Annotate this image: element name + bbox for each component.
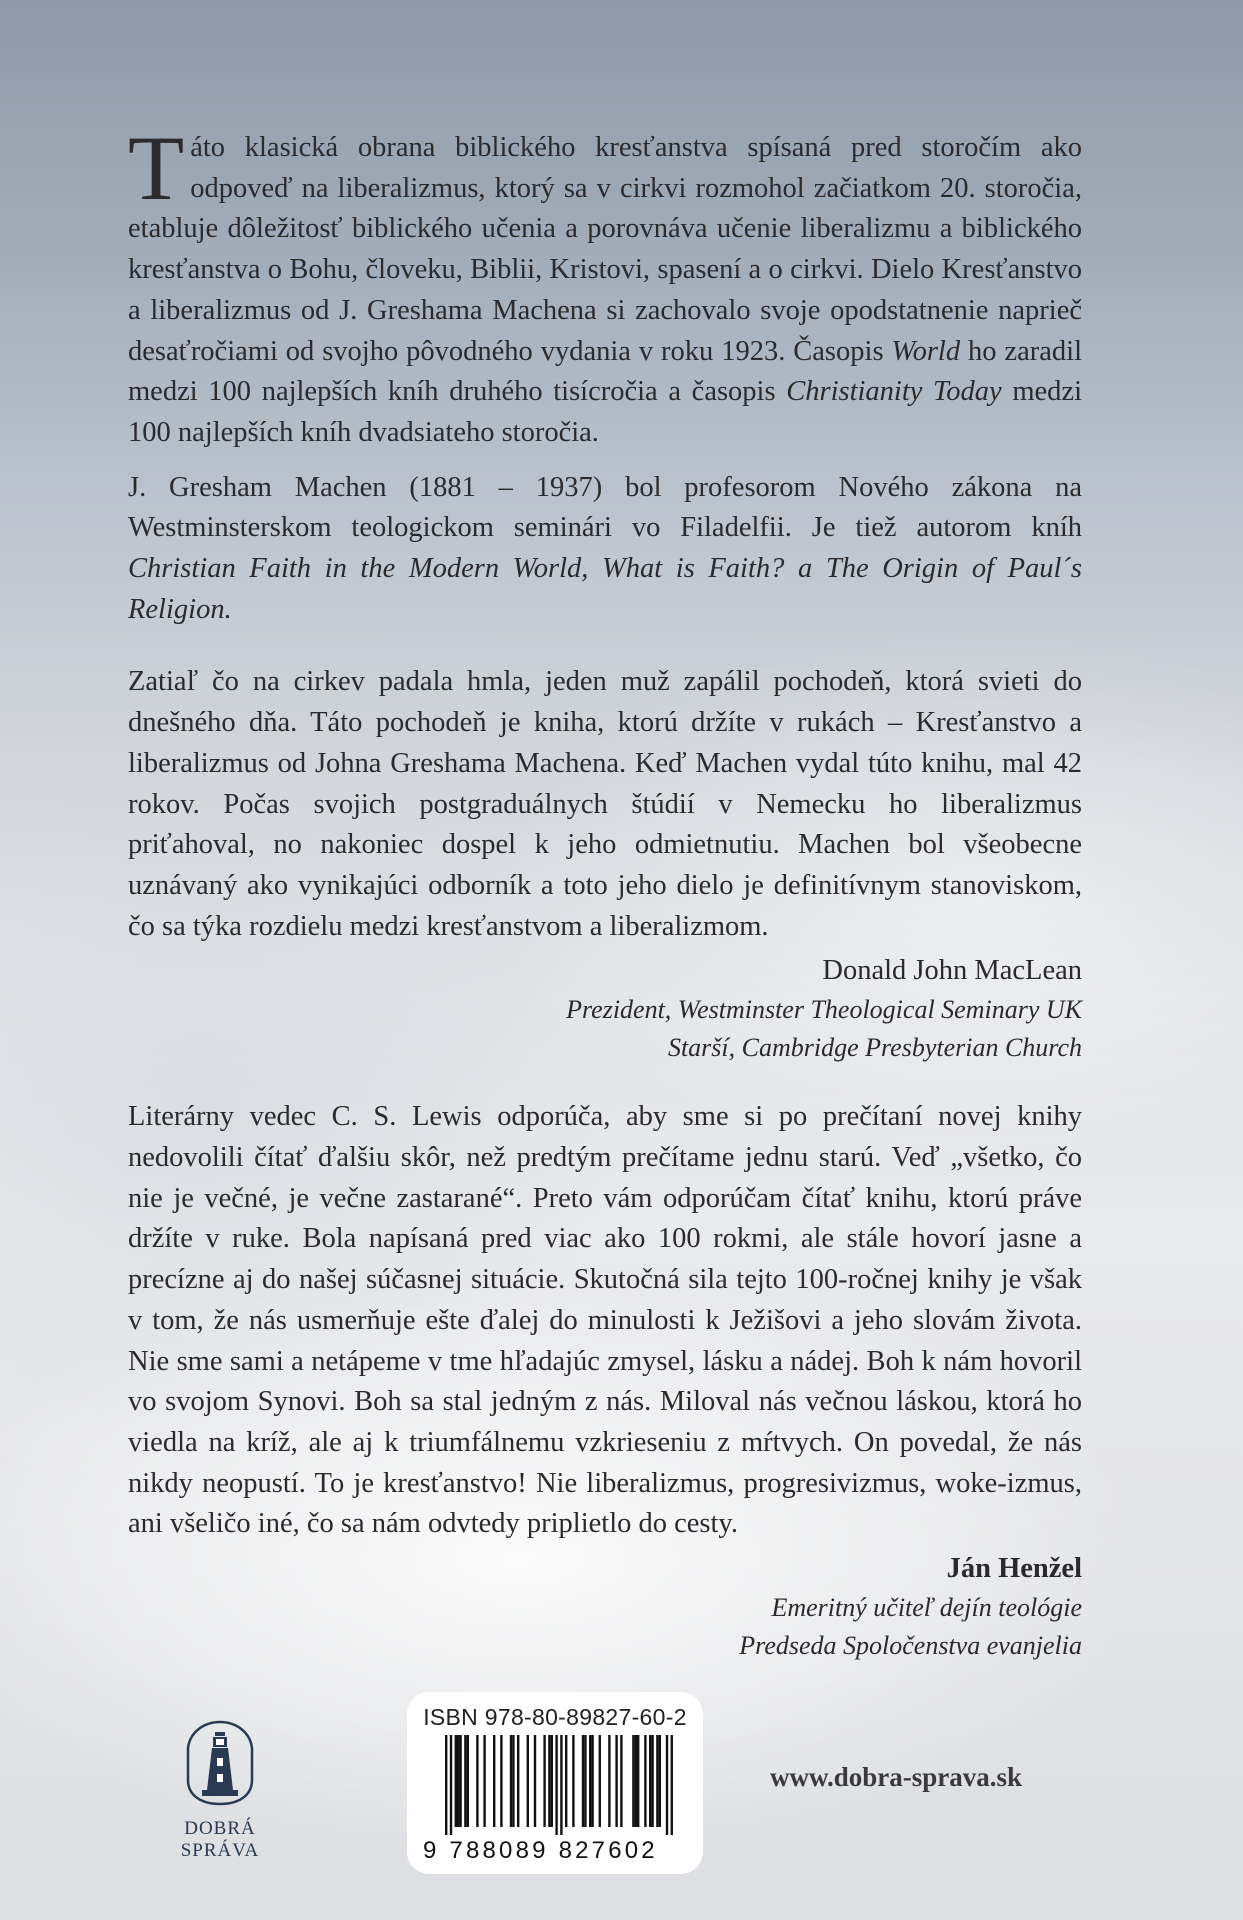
barcode — [423, 1731, 687, 1835]
barcode-bar — [476, 1735, 478, 1827]
signature-maclean — [128, 951, 1082, 1067]
barcode-bar — [512, 1735, 514, 1827]
signature-henzel — [128, 1549, 1082, 1665]
publisher-logo — [150, 1718, 290, 1862]
barcode-bar — [637, 1735, 639, 1827]
isbn-label: ISBN 978-80-89827-60-2 — [423, 1704, 687, 1730]
barcode-bar — [555, 1735, 557, 1835]
barcode-bar — [551, 1735, 553, 1827]
barcode-panel — [407, 1692, 703, 1874]
endorsement-paragraph-1: Zatiaľ čo na cirkev padala hmla, jeden muž zapálil pochodeň, ktorá svieti do dnešného dňa. Táto pochodeň je kniha, ktorú držíte v rukách – Kresťanstvo a liberalizmus od Johna Greshama Machena. Keď Machen vydal túto knihu, mal 42 rokov. Počas svojich postgraduálnych štúdií v Nemecku ho liberalizmus priťahoval, no nakoniec dospel k jeho odmietnutiu. Machen bol všeobecne uznávaný ako vynikajúci odborník a toto jeho dielo je definitívnym stanoviskom, čo sa týka rozdielu medzi kresťanstvom a liberalizmom. — [128, 666, 1082, 942]
barcode-bar — [543, 1735, 545, 1827]
barcode-bar — [620, 1735, 622, 1827]
signature-name: Donald John MacLean — [822, 955, 1082, 987]
lighthouse-seal-icon — [182, 1718, 258, 1808]
endorsement-paragraph-2: Literárny vedec C. S. Lewis odporúča, aby sme si po prečítaní novej knihy nedovolili čítať ďalšiu skôr, než predtým prečítame jednu starú. Veď „všetko, čo nie je večné, je večne zastarané“. Preto vám odporúčam čítať knihu, ktorú práve držíte v ruke. Bola napísaná pred viac ako 100 rokmi, ale stále hovorí jasne a precízne aj do našej súčasnej situácie. Skutočná sila tejto 100-ročnej knihy je však v tom, že nás usmerňuje ešte ďalej do minulosti k Ježišovi a jeho slovám života. Nie sme sami a netápeme v tme hľadajúc zmysel, lásku a nádej. Boh k nám hovoril vo svojom Synovi. Boh sa stal jedným z nás. Miloval nás večnou láskou, ktorá ho viedla na kríž, ale aj k triumfálnemu vzkrieseniu z mŕtvych. On povedal, že nás nikdy neopustí. To je kresťanstvo! Nie liberalizmus, progresivizmus, woke-izmus, ani všeličo iné, čo sa nám odvtedy priplietlo do cesty. — [128, 1101, 1082, 1540]
barcode-bar — [591, 1735, 593, 1827]
barcode-bar — [445, 1735, 447, 1835]
barcode-bar — [649, 1735, 651, 1827]
barcode-bar — [510, 1735, 512, 1827]
barcode-bar — [582, 1735, 584, 1827]
barcode-bar — [493, 1735, 495, 1827]
intro-paragraph — [128, 117, 1082, 454]
barcode-bar — [560, 1735, 562, 1835]
barcode-bar — [659, 1735, 661, 1827]
barcode-bar — [584, 1735, 586, 1827]
signature-name: Ján Henžel — [946, 1553, 1082, 1585]
barcode-bar — [615, 1735, 617, 1827]
barcode-digits: 9 788089 827602 — [423, 1837, 658, 1864]
barcode-bar — [534, 1735, 536, 1827]
barcode-bar — [483, 1735, 485, 1827]
barcode-bar — [572, 1735, 574, 1827]
barcode-bar — [651, 1735, 653, 1827]
barcode-bar — [565, 1735, 567, 1827]
barcode-bar — [455, 1735, 457, 1827]
barcode-bar — [635, 1735, 637, 1827]
signature-role: Predseda Spoločenstva evanjelia — [739, 1631, 1082, 1661]
intro-text-c: ho zaradil medzi 100 najlepších kníh druhého tisícročia a časopis — [128, 335, 1082, 408]
barcode-bar — [517, 1735, 519, 1827]
back-cover-text — [128, 117, 1082, 1665]
publisher-name: DOBRÁ SPRÁVA — [180, 1818, 260, 1861]
publisher-url[interactable]: www.dobra-sprava.sk — [770, 1762, 1023, 1792]
barcode-bar — [632, 1735, 634, 1827]
barcode-bar — [666, 1735, 668, 1835]
barcode-bar — [548, 1735, 550, 1827]
intro-text-world: World — [891, 335, 961, 367]
author-bio-paragraph — [128, 468, 1082, 631]
signature-role: Emeritný učiteľ dejín teológie — [771, 1593, 1082, 1623]
barcode-bar — [457, 1735, 459, 1827]
barcode-bar — [450, 1735, 452, 1835]
barcode-bar — [527, 1735, 529, 1827]
signature-role: Starší, Cambridge Presbyterian Church — [667, 1033, 1082, 1063]
barcode-bar — [656, 1735, 658, 1827]
barcode-bar — [599, 1735, 601, 1827]
barcode-bar — [459, 1735, 461, 1827]
barcode-bar — [608, 1735, 610, 1827]
barcode-bar — [500, 1735, 502, 1827]
barcode-bar — [467, 1735, 469, 1827]
intro-text-e: medzi 100 najlepších kníh dvadsiateho storočia. — [128, 376, 1082, 448]
signature-role: Prezident, Westminster Theological Seminary UK — [566, 995, 1082, 1025]
barcode-bar — [671, 1735, 673, 1835]
author-bio-titles: Christian Faith in the Modern World, What is Faith? a The Origin of Paul´s Religion. — [128, 553, 1082, 625]
intro-text-a: Táto klasická obrana biblického kresťanstva spísaná pred storočím ako odpoveď na liberalizmus, ktorý sa v cirkvi rozmohol začiatkom 20. storočia, etabluje dôležitosť biblického učenia a porovnáva učenie liberalizmu a biblického kresťanstva o Bohu, človeku, Biblii, Kristovi, spasení a o cirkvi. Dielo Kresťanstvo a liberalizmus od J. Greshama Machena si zachovalo svoje opodstatnenie naprieč desaťročiami od svojho pôvodného vydania v roku 1923. Časopis — [128, 117, 1082, 367]
barcode-bar — [589, 1735, 591, 1827]
barcode-bar — [644, 1735, 646, 1827]
intro-text-christianity-today: Christianity Today — [786, 376, 1002, 408]
author-bio-text: J. Gresham Machen (1881 – 1937) bol profesorom Nového zákona na Westminsterskom teologickom seminári vo Filadelfii. Je tiež autorom kníh — [128, 471, 1082, 544]
barcode-bar — [464, 1735, 466, 1827]
